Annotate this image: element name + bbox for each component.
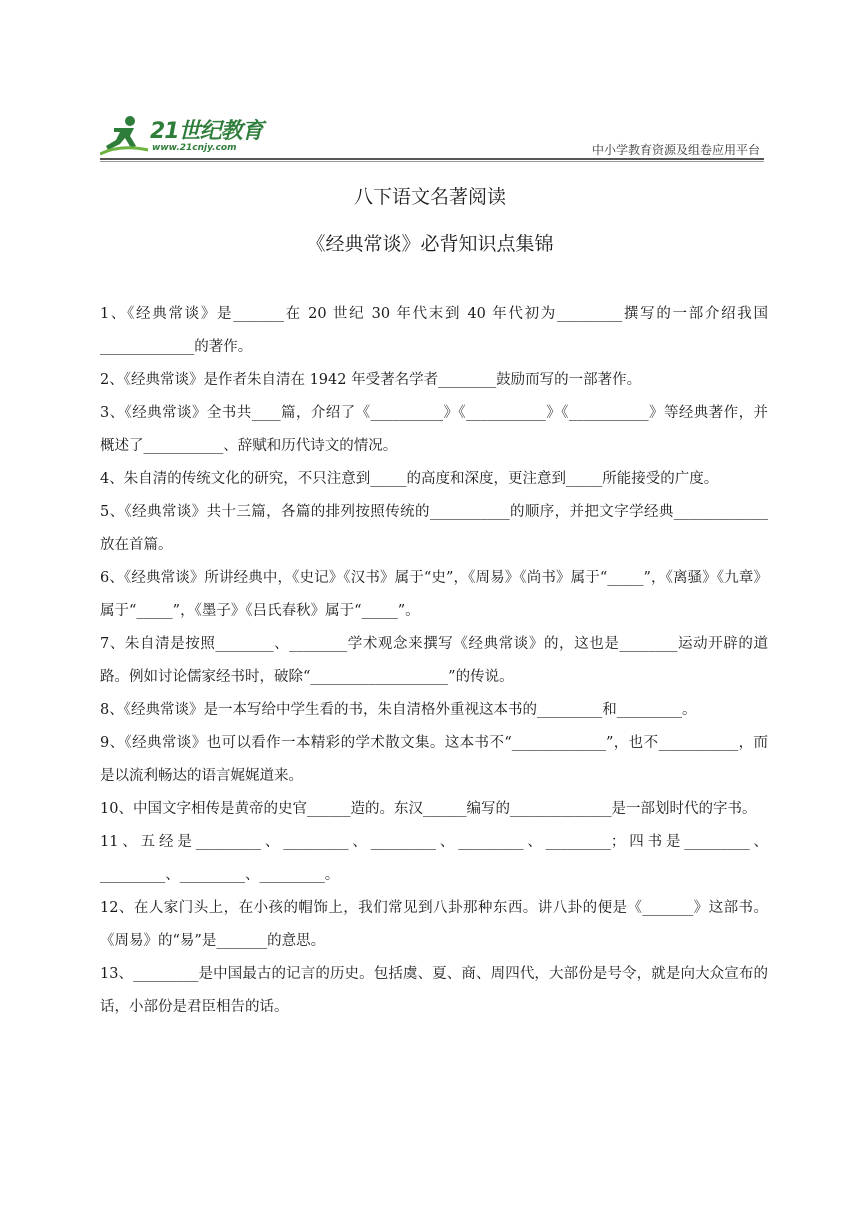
question-item: 3、《经典常谈》全书共____篇，介绍了《__________》《___________》《___________》等经典著作，并概述了___________、辞赋和历代诗文的情况。 [100,405,768,454]
question-list [100,298,768,1024]
header-rule-thin [100,161,764,162]
question-item: 12、在人家门头上，在小孩的帽饰上，我们常见到八卦那种东西。讲八卦的便是《_______》这部书。《周易》的“易”是_______的意思。 [100,900,768,949]
question-item: 8、《经典常谈》是一本写给中学生看的书，朱自清格外重视这本书的_________和_________。 [100,702,697,718]
question-item: 5、《经典常谈》共十三篇，各篇的排列按照传统的___________的顺序，并把文字学经典_____________放在首篇。 [100,504,768,553]
question-item: 13、_________是中国最古的记言的历史。包括虞、夏、商、周四代，大部份是号令，就是向大众宣布的话，小部份是君臣相告的话。 [100,966,768,1015]
page-header [100,112,764,162]
logo-text: 21世纪教育 [150,119,263,144]
document-subtitle: 《经典常谈》必背知识点集锦 [306,233,554,255]
question-item: 6、《经典常谈》所讲经典中，《史记》《汉书》属于“史”，《周易》《尚书》属于“_____”，《离骚》《九章》属于“_____”，《墨子》《吕氏春秋》属于“_____”。 [100,570,768,619]
question-item: 7、朱自清是按照________、________学术观念来撰写《经典常谈》的，这也是________运动开辟的道路。例如讨论儒家经书时，破除“___________________”的传说。 [100,636,768,685]
header-rule [100,158,764,160]
logo-url: www.21cnjy.com [152,143,237,153]
runner-logo-icon [100,114,150,158]
question-item: 10、中国文字相传是黄帝的史官______造的。东汉______编写的______________是一部划时代的字书。 [100,801,757,817]
question-item: 2、《经典常谈》是作者朱自清在 1942 年受著名学者________鼓励而写的一部著作。 [100,372,642,388]
logo [100,112,290,160]
question-item: 9、《经典常谈》也可以看作一本精彩的学术散文集。这本书不“_____________”，也不___________，而是以流利畅达的语言娓娓道来。 [100,735,768,784]
question-item: 11、五经是_________、_________、_________、_________、_________；四书是_________、_________、_________、_________。 [100,834,768,883]
document-title: 八下语文名著阅读 [353,186,506,208]
platform-label: 中小学教育资源及组卷应用平台 [591,143,760,157]
question-item: 1、《经典常谈》是_______在 20 世纪 30 年代末到 40 年代初为_________撰写的一部介绍我国_____________的著作。 [100,306,768,355]
question-item: 4、朱自清的传统文化的研究，不只注意到_____的高度和深度，更注意到_____所能接受的广度。 [100,471,719,487]
